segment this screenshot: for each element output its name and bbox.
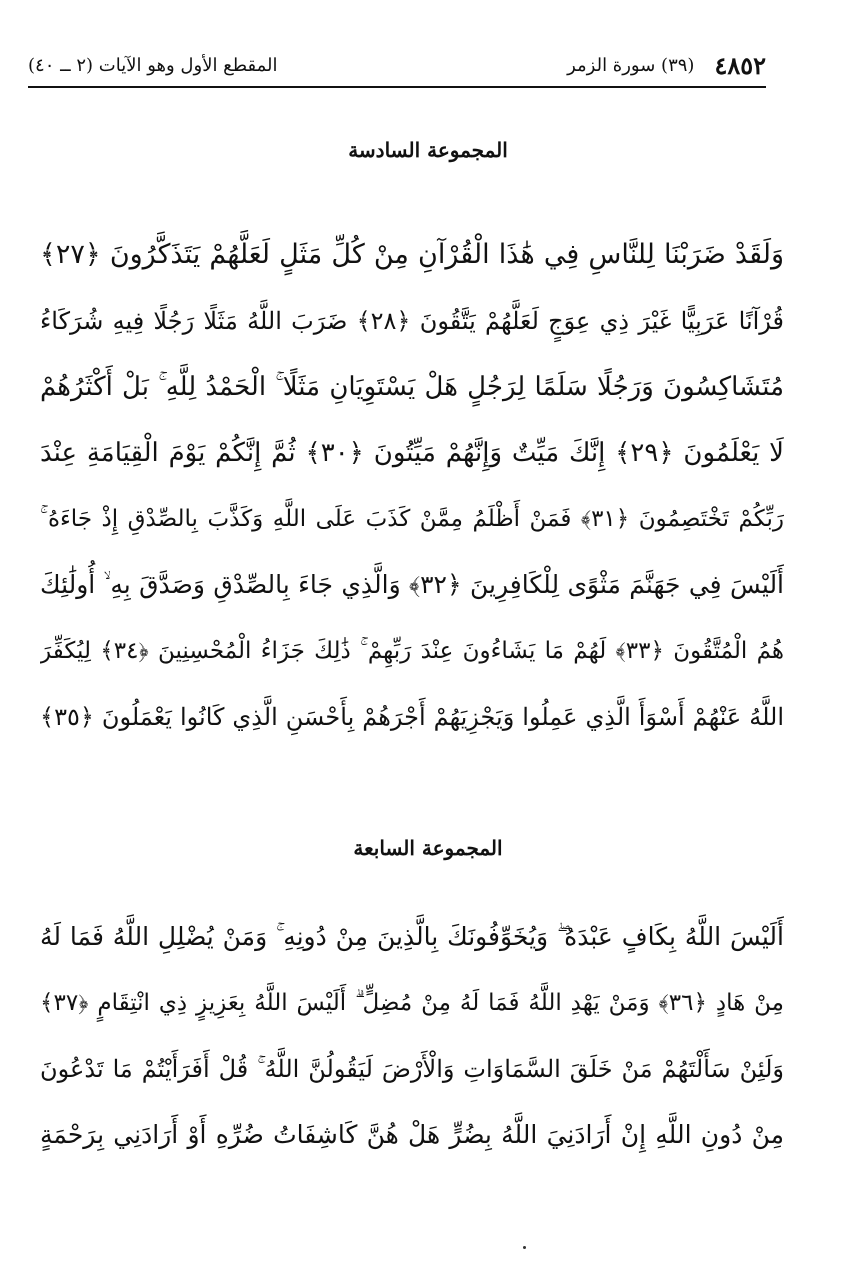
verse-block-sixth: [40, 222, 784, 750]
section-title-sixth: المجموعة السادسة: [348, 138, 508, 162]
verse-line: رَبِّكُمْ تَخْتَصِمُونَ ﴿٣١﴾ فَمَنْ أَظْلَمُ مِمَّنْ كَذَبَ عَلَى اللَّهِ وَكَذَّبَ بِالصِّدْقِ إِذْ جَاءَهُ ۚ: [40, 506, 784, 532]
section-title-seventh: المجموعة السابعة: [353, 836, 503, 860]
verse-line: هُمُ الْمُتَّقُونَ ﴿٣٣﴾ لَهُمْ مَا يَشَاءُونَ عِنْدَ رَبِّهِمْ ۚ ذَٰلِكَ جَزَاءُ الْمُحْسِنِينَ ﴿٣٤﴾ لِيُكَفِّرَ: [40, 638, 784, 664]
verse-line: قُرْآنًا عَرَبِيًّا غَيْرَ ذِي عِوَجٍ لَعَلَّهُمْ يَتَّقُونَ ﴿٢٨﴾ ضَرَبَ اللَّهُ مَثَلًا رَجُلًا فِيهِ شُرَكَاءُ: [40, 307, 784, 335]
verse-block-seventh: [40, 904, 784, 1168]
footer-dot: [523, 1246, 526, 1249]
verse-line: مِنْ هَادٍ ﴿٣٦﴾ وَمَنْ يَهْدِ اللَّهُ فَمَا لَهُ مِنْ مُضِلٍّ ۗ أَلَيْسَ اللَّهُ بِعَزِيزٍ ذِي انْتِقَامٍ ﴿٣٧﴾: [40, 990, 784, 1016]
verse-line: اللَّهُ عَنْهُمْ أَسْوَأَ الَّذِي عَمِلُوا وَيَجْزِيَهُمْ أَجْرَهُمْ بِأَحْسَنِ الَّذِي كَانُوا يَعْمَلُونَ ﴿٣٥﴾: [40, 703, 784, 731]
page-number: ٤٨٥٢: [714, 50, 766, 80]
verse-line: مِنْ دُونِ اللَّهِ إِنْ أَرَادَنِيَ اللَّهُ بِضُرٍّ هَلْ هُنَّ كَاشِفَاتُ ضُرِّهِ أَوْ أَرَادَنِي بِرَحْمَةٍ: [40, 1120, 784, 1149]
verse-line: مُتَشَاكِسُونَ وَرَجُلًا سَلَمًا لِرَجُلٍ هَلْ يَسْتَوِيَانِ مَثَلًا ۚ الْحَمْدُ لِلَّهِ ۚ بَلْ أَكْثَرُهُمْ: [40, 372, 784, 402]
verse-line: أَلَيْسَ اللَّهُ بِكَافٍ عَبْدَهُ ۖ وَيُخَوِّفُونَكَ بِالَّذِينَ مِنْ دُونِهِ ۚ وَمَنْ يُضْلِلِ اللَّهُ فَمَا لَهُ: [40, 922, 784, 951]
surah-label: (٣٩) سورة الزمر: [567, 54, 695, 76]
verse-line: وَلَئِنْ سَأَلْتَهُمْ مَنْ خَلَقَ السَّمَاوَاتِ وَالْأَرْضَ لَيَقُولُنَّ اللَّهُ ۚ قُلْ أَفَرَأَيْتُمْ مَا تَدْعُونَ: [40, 1055, 784, 1083]
verse-line: لَا يَعْلَمُونَ ﴿٢٩﴾ إِنَّكَ مَيِّتٌ وَإِنَّهُمْ مَيِّتُونَ ﴿٣٠﴾ ثُمَّ إِنَّكُمْ يَوْمَ الْقِيَامَةِ عِنْدَ: [40, 438, 784, 468]
verse-line: أَلَيْسَ فِي جَهَنَّمَ مَثْوًى لِلْكَافِرِينَ ﴿٣٢﴾ وَالَّذِي جَاءَ بِالصِّدْقِ وَصَدَّقَ بِهِ ۙ أُولَٰئِكَ: [40, 570, 784, 599]
segment-label: المقطع الأول وهو الآيات (٢ ــ ٤٠): [28, 54, 278, 76]
page-header: [28, 48, 766, 82]
header-rule: [28, 86, 766, 88]
verse-line: وَلَقَدْ ضَرَبْنَا لِلنَّاسِ فِي هَٰذَا الْقُرْآنِ مِنْ كُلِّ مَثَلٍ لَعَلَّهُمْ يَتَذَكَّرُونَ ﴿٢٧﴾: [40, 239, 784, 270]
